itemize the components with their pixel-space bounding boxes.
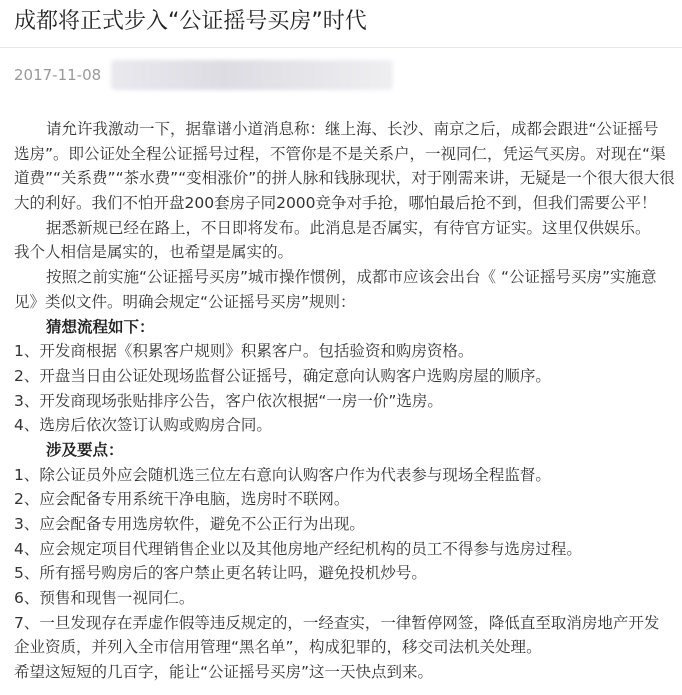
section-heading: 猜想流程如下：: [46, 317, 155, 336]
body-text-line: 企业资质，并列入全市信用管理“黑名单”，构成犯罪的，移交司法机关处理。: [14, 638, 542, 657]
body-text-line: 3、开发商现场张贴排序公告，客户依次根据“一房一价”选房。: [14, 391, 443, 410]
section-heading: 涉及要点：: [46, 440, 124, 459]
body-text-line: 大的利好。我们不怕开盘200套房子同2000竞争对手抢，哪怕最后抢不到，但我们需要公平！: [14, 194, 657, 213]
body-text-line: 4、选房后依次签订认购或购房合同。: [14, 416, 272, 435]
body-text-line: 选房”。即公证处全程公证摇号过程，不管你是不是关系户，一视同仁，凭运气买房。对现在“渠: [14, 144, 666, 163]
body-text-line: 我个人相信是属实的，也希望是属实的。: [14, 243, 294, 262]
article-meta: [14, 63, 393, 87]
body-text-line: 2、开盘当日由公证处现场监督公证摇号，确定意向认购客户选购房屋的顺序。: [14, 366, 551, 385]
body-text-line: 1、开发商根据《积累客户规则》积累客户。包括验资和购房资格。: [14, 342, 474, 361]
body-text-line: 按照之前实施“公证摇号买房”城市操作惯例，成都市应该会出台《 “公证摇号买房”实施意: [46, 268, 657, 287]
body-text-line: 请允许我激动一下，据靠谱小道消息称：继上海、长沙、南京之后，成都会跟进“公证摇号: [46, 120, 659, 138]
body-text-line: 5、所有摇号购房后的客户禁止更名转让吗，避免投机炒号。: [14, 564, 427, 583]
body-text-line: 3、应会配备专用选房软件，避免不公正行为出现。: [14, 515, 365, 533]
body-text-line: 见》类似文件。明确会规定“公证摇号买房”规则：: [14, 292, 356, 311]
body-text-line: 6、预售和现售一视同仁。: [14, 589, 195, 608]
body-text-line: 2、应会配备专用系统干净电脑，选房时不联网。: [14, 490, 350, 509]
article-body: [14, 117, 680, 685]
article-title: 成都将正式步入“公证摇号买房”时代: [14, 9, 367, 34]
body-text-line: 7、一旦发现存在弄虚作假等违反规定的，一经查实，一律暂停网签，降低直至取消房地产开发: [14, 613, 660, 632]
body-text-line: 道费”“关系费”“茶水费”“变相涨价”的拼人脉和钱脉现状，对于刚需来讲，无疑是一个很大很大很: [14, 169, 675, 188]
body-text-line: 据悉新规已经在路上，不日即将发布。此消息是否属实，有待官方证实。这里仅供娱乐。: [46, 218, 651, 237]
title-divider: [0, 47, 682, 48]
body-text-line: 1、除公证员外应会随机选三位左右意向认购客户作为代表参与现场全程监督。: [14, 465, 551, 484]
blurred-author: [111, 60, 393, 90]
body-text-line: 4、应会规定项目代理销售企业以及其他房地产经纪机构的员工不得参与选房过程。: [14, 539, 582, 558]
publish-date: 2017-11-08: [14, 66, 102, 84]
body-text-line: 希望这短短的几百字，能让“公证摇号买房”这一天快点到来。: [14, 663, 434, 682]
